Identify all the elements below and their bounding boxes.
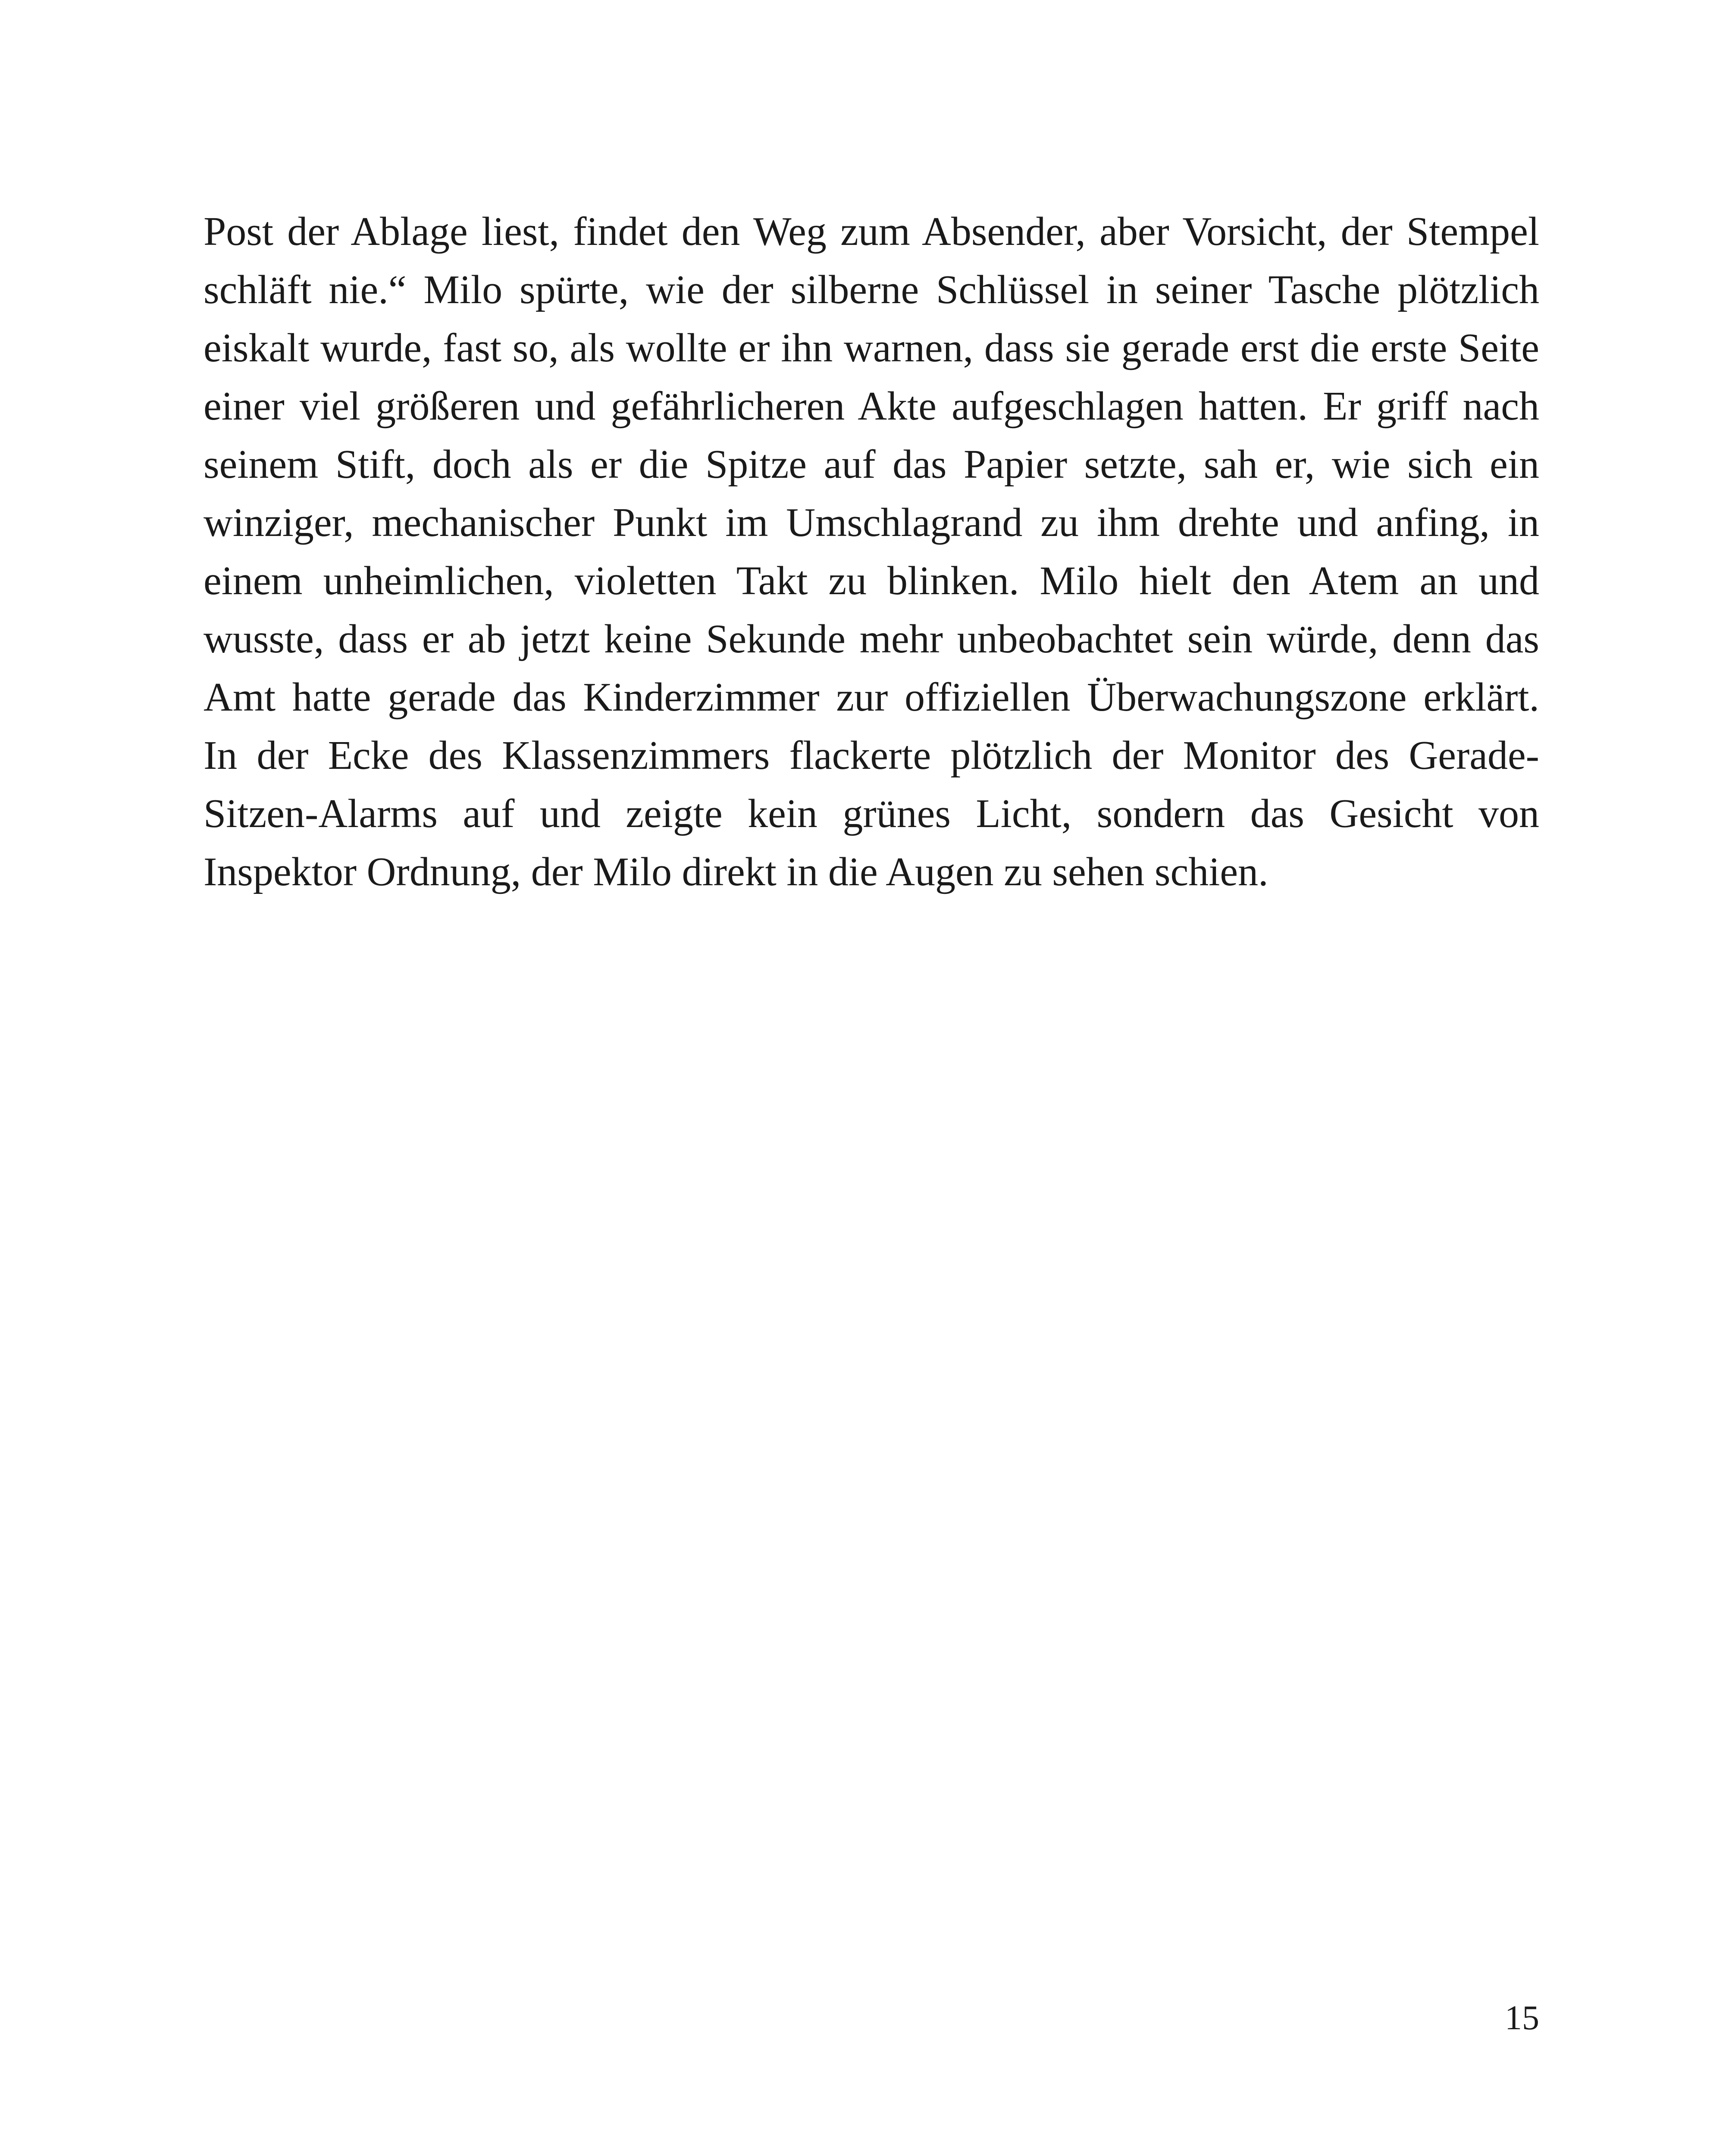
text-line: wusste, dass er ab jetzt keine Sekunde mehr unbeobachtet sein würde, denn das xyxy=(204,617,1539,661)
text-line: In der Ecke des Klassenzimmers flackerte plötzlich der Monitor des Gerade- xyxy=(204,733,1539,778)
text-line: schläft nie.“ Milo spürte, wie der silberne Schlüssel in seiner Tasche plötzlich xyxy=(204,267,1539,312)
text-line: Post der Ablage liest, findet den Weg zum Absender, aber Vorsicht, der Stempel xyxy=(204,209,1539,254)
text-line: Inspektor Ordnung, der Milo direkt in die Augen zu sehen schien. xyxy=(204,849,1268,894)
text-line: einer viel größeren und gefährlicheren Akte aufgeschlagen hatten. Er griff nach xyxy=(204,384,1539,429)
body-paragraph xyxy=(204,203,1539,901)
text-line: winziger, mechanischer Punkt im Umschlagrand zu ihm drehte und anfing, in xyxy=(204,500,1539,545)
text-line: seinem Stift, doch als er die Spitze auf das Papier setzte, sah er, wie sich ein xyxy=(204,442,1539,487)
page-number: 15 xyxy=(1505,1999,1539,2037)
text-line: eiskalt wurde, fast so, als wollte er ihn warnen, dass sie gerade erst die erste Seite xyxy=(204,326,1539,370)
text-line: Amt hatte gerade das Kinderzimmer zur offiziellen Überwachungszone erklärt. xyxy=(204,675,1539,720)
text-line: Sitzen-Alarms auf und zeigte kein grünes Licht, sondern das Gesicht von xyxy=(204,791,1539,836)
text-line: einem unheimlichen, violetten Takt zu blinken. Milo hielt den Atem an und xyxy=(204,558,1539,603)
